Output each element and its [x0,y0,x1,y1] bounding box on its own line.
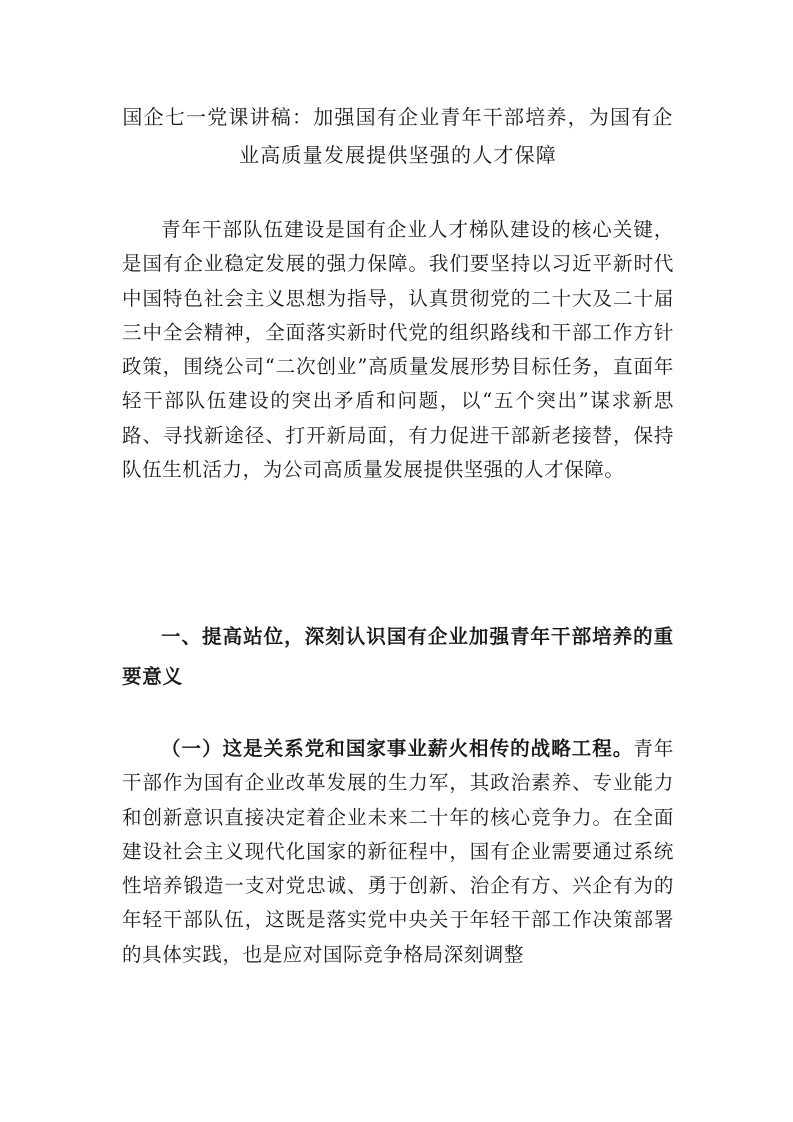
subsection-paragraph [122,732,674,972]
section-heading: 一、提高站位，深刻认识国有企业加强青年干部培养的重要意义 [122,625,674,688]
subsection-text: 青年干部作为国有企业改革发展的生力军，其政治素养、专业能力和创新意识直接决定着企业未来二十年的核心竞争力。在全面建设社会主义现代化国家的新征程中，国有企业需要通过系统性培养锻造一支对党忠诚、勇于创新、治企有方、兴企有为的年轻干部队伍，这既是落实党中央关于年轻干部工作决策部署的具体实践，也是应对国际竞争格局深刻调整 [122,737,674,966]
subsection-lead: （一）这是关系党和国家事业薪火相传的战略工程。 [161,737,634,760]
intro-paragraph: 青年干部队伍建设是国有企业人才梯队建设的核心关键，是国有企业稳定发展的强力保障。我们要坚持以习近平新时代中国特色社会主义思想为指导，认真贯彻党的二十大及二十届三中全会精神，全面落实新时代党的组织路线和干部工作方针政策，围绕公司“二次创业”高质量发展形势目标任务，直面年轻干部队伍建设的突出矛盾和问题，以“五个突出”谋求新思路、寻找新途径、打开新局面，有力促进干部新老接替，保持队伍生机活力，为公司高质量发展提供坚强的人才保障。 [122,218,674,482]
document-title: 国企七一党课讲稿：加强国有企业青年干部培养，为国有企业高质量发展提供坚强的人才保障 [122,105,674,167]
